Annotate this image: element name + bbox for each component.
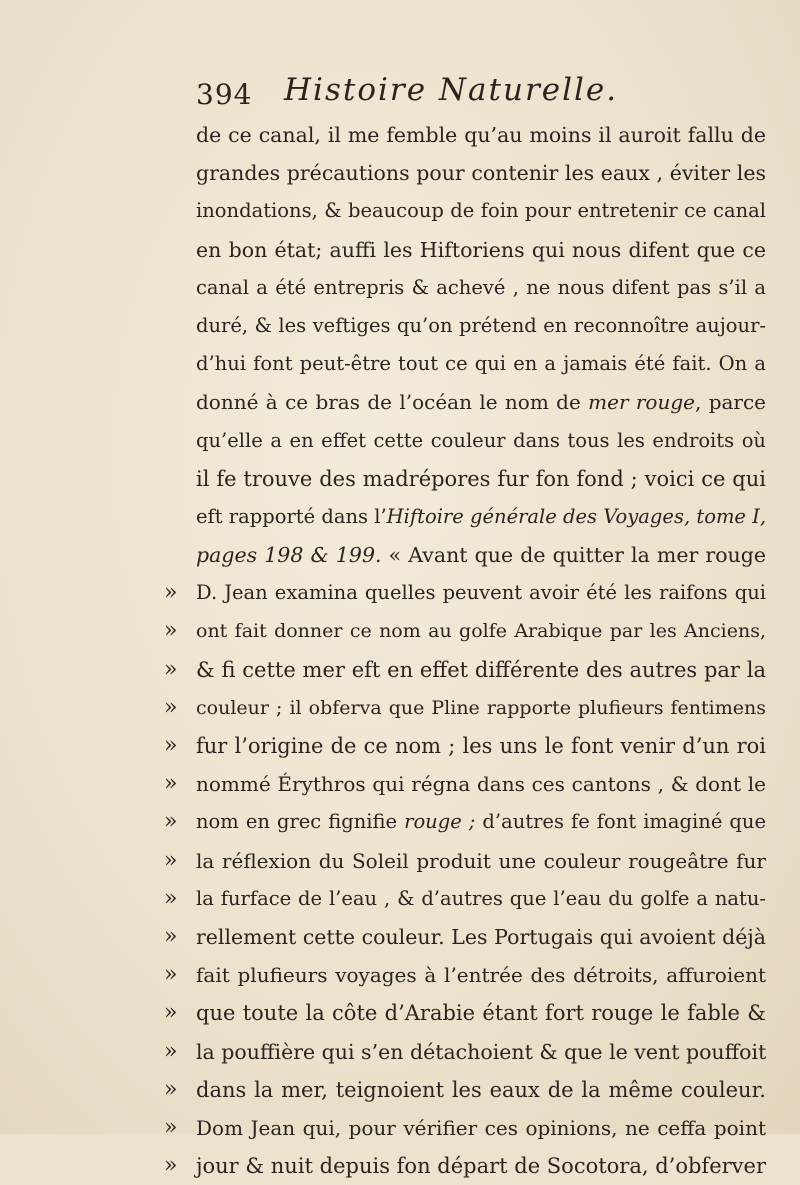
quote-mark: » — [164, 1076, 178, 1102]
text-line — [164, 803, 766, 841]
italic-text: rouge ; — [404, 810, 476, 834]
text-line — [196, 536, 766, 574]
text-segment: fait plufieurs voyages à l’entrée des détroits, affuroient — [196, 963, 766, 988]
text-segment: Dom Jean qui, pour vérifier ces opinions, ne ceffa point — [196, 1115, 766, 1140]
quote-mark: » — [164, 694, 178, 720]
text-segment: ont fait donner ce nom au golfe Arabique par les Anciens, — [196, 620, 766, 643]
text-line — [164, 574, 766, 612]
text-line — [164, 1071, 766, 1109]
text-segment: grandes précautions pour contenir les eaux , éviter les — [196, 161, 766, 186]
text-line — [196, 422, 766, 460]
text-line — [164, 1109, 766, 1147]
text-segment: dans la mer, teignoient les eaux de la même couleur. — [196, 1077, 766, 1102]
text-line — [196, 383, 766, 421]
quote-mark: » — [164, 885, 178, 911]
text-segment: en bon état; auffi les Hiftoriens qui nous difent que ce — [196, 237, 766, 262]
italic-text: Hiftoire générale des Voyages, tome I, — [386, 504, 767, 528]
text-segment: D. Jean examina quelles peuvent avoir été les raifons qui — [196, 581, 766, 605]
text-segment: nom en grec fignifie — [196, 810, 405, 834]
text-line — [164, 612, 766, 650]
text-line — [164, 651, 766, 689]
quote-mark: » — [164, 618, 178, 644]
quote-mark: » — [164, 656, 178, 682]
page-header — [196, 72, 756, 112]
text-line — [196, 345, 766, 383]
italic-text: pages 198 & 199. — [196, 543, 382, 568]
text-segment: d’autres fe font imaginé que — [475, 810, 766, 834]
text-segment: que toute la côte d’Arabie étant fort rouge le fable & — [196, 1001, 766, 1026]
text-line — [196, 498, 766, 536]
text-segment: donné à ce bras de l’océan le nom de — [196, 390, 589, 415]
text-segment: inondations, & beaucoup de foin pour entretenir ce canal — [196, 199, 766, 223]
text-line — [196, 231, 766, 269]
text-segment: eft rapporté dans l’ — [196, 504, 387, 528]
text-segment: la pouffière qui s’en détachoient & que le vent pouffoit — [196, 1039, 767, 1064]
text-segment: d’hui font peut-être tout ce qui en a jamais été fait. On a — [196, 352, 766, 376]
text-segment: « Avant que de quitter la mer rouge — [381, 543, 766, 568]
text-segment: qu’elle a en effet cette couleur dans tous les endroits où — [196, 428, 766, 452]
text-line — [164, 956, 766, 994]
quote-mark: » — [164, 771, 178, 797]
quote-mark: » — [164, 580, 178, 606]
text-segment: & fi cette mer eft en effet différente des autres par la — [196, 657, 766, 682]
text-line — [196, 460, 766, 498]
text-line — [164, 918, 766, 956]
text-line — [164, 1033, 767, 1071]
quote-mark: » — [164, 962, 178, 988]
text-segment: , parce — [694, 390, 767, 415]
italic-text: mer rouge — [588, 390, 695, 415]
quote-mark: » — [164, 1153, 178, 1179]
quote-mark: » — [164, 923, 178, 949]
text-line — [164, 994, 766, 1032]
page-number: 394 — [196, 78, 253, 111]
text-line — [196, 269, 766, 307]
quote-mark: » — [164, 847, 178, 873]
text-segment: nommé Érythros qui régna dans ces cantons , & dont le — [196, 772, 766, 797]
text-line — [164, 727, 766, 765]
text-segment: duré, & les veftiges qu’on prétend en reconnoître aujour- — [196, 313, 766, 337]
text-segment: il fe trouve des madrépores fur fon fond ; voici ce qui — [196, 466, 766, 491]
text-line — [164, 842, 766, 880]
text-segment: canal a été entrepris & achevé , ne nous difent pas s’il a — [196, 275, 766, 299]
text-segment: la furface de l’eau , & d’autres que l’eau du golfe a natu- — [196, 886, 766, 910]
body-text — [164, 116, 767, 1185]
text-segment: fur l’origine de ce nom ; les uns le font venir d’un roi — [196, 734, 766, 758]
quote-mark: » — [164, 1114, 178, 1140]
quote-mark: » — [164, 733, 178, 758]
text-segment: couleur ; il obferva que Pline rapporte plufieurs fentimens — [196, 696, 766, 719]
text-line — [164, 689, 766, 727]
quote-mark: » — [164, 1000, 178, 1026]
text-line — [196, 116, 766, 154]
text-line — [196, 154, 766, 192]
running-head: Histoire Naturelle. — [284, 72, 619, 108]
quote-mark: » — [164, 809, 178, 835]
text-line — [164, 880, 766, 918]
text-line — [164, 1147, 766, 1185]
text-segment: jour & nuit depuis fon départ de Socotora, d’obferver — [196, 1154, 766, 1179]
text-line — [196, 192, 766, 230]
text-line — [164, 765, 766, 803]
text-line — [196, 307, 766, 345]
quote-mark: » — [164, 1038, 178, 1064]
text-segment: de ce canal, il me femble qu’au moins il auroit fallu de — [196, 123, 766, 147]
text-segment: la réflexion du Soleil produit une couleur rougeâtre fur — [196, 848, 766, 873]
text-segment: rellement cette couleur. Les Portugais qui avoient déjà — [196, 924, 766, 949]
